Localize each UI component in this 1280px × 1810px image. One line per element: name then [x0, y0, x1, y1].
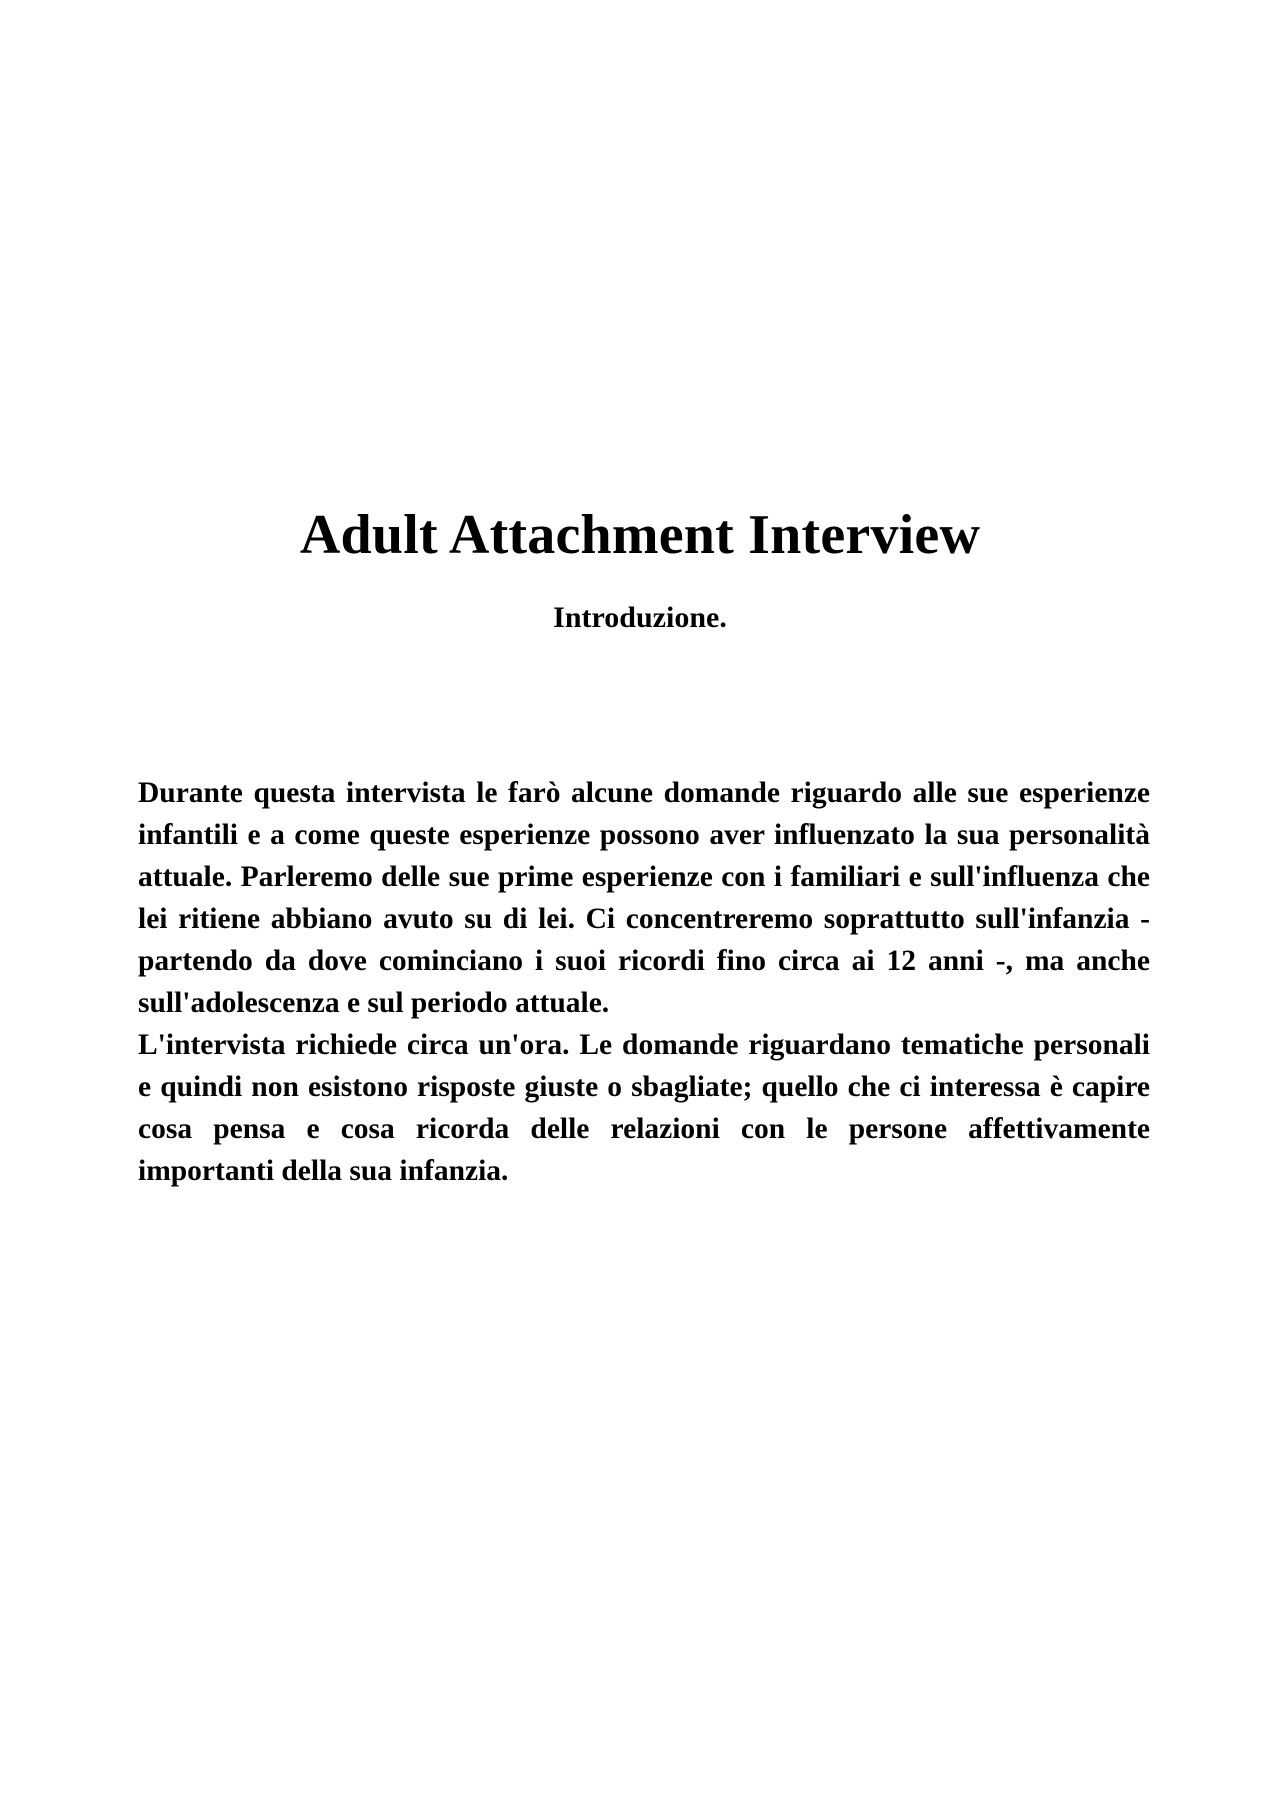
- body-text: [138, 772, 1150, 1192]
- paragraph-duration: L'intervista richiede circa un'ora. Le domande riguardano tematiche personali e quindi non esistono risposte giuste o sbagliate; quello che ci interessa è capire cosa pensa e cosa ricorda delle relazioni con le persone affettivamente importanti della sua infanzia.: [138, 1029, 1150, 1187]
- paragraph-intro: Durante questa intervista le farò alcune domande riguardo alle sue esperienze infantili e a come queste esperienze possono aver influenzato la sua personalità attuale. Parleremo delle sue prime esperienze con i familiari e sull'influenza che lei ritiene abbiano avuto su di lei. Ci concentreremo soprattutto sull'infanzia - partendo da dove cominciano i suoi ricordi fino circa ai 12 anni -, ma anche sull'adolescenza e sul periodo attuale.: [138, 777, 1150, 1019]
- document-title: Adult Attachment Interview: [299, 504, 981, 566]
- section-heading: Introduzione.: [553, 601, 727, 634]
